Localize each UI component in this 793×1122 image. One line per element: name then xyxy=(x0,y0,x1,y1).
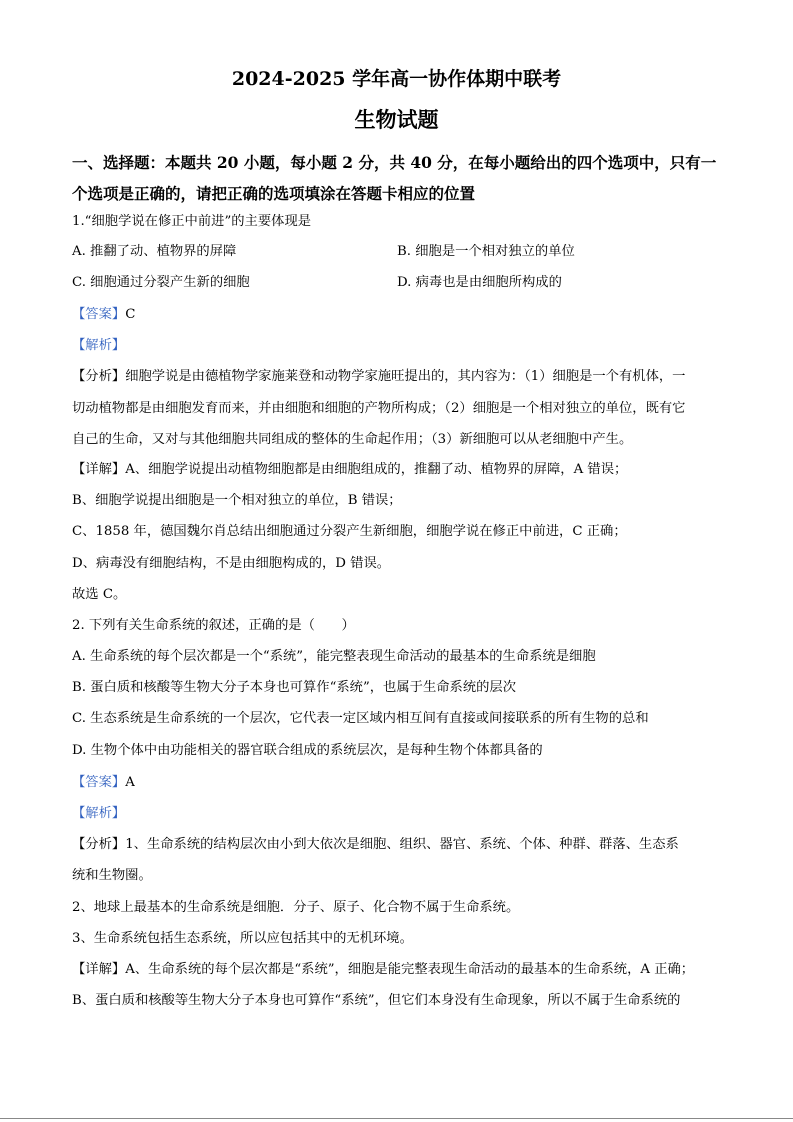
q1-analysis-label: 【解析】 xyxy=(72,338,126,353)
q2-xiangjie-line1 xyxy=(72,961,694,979)
q1-option-c: C. 细胞通过分裂产生新的细胞 xyxy=(72,275,250,290)
section-heading-line2: 个选项是正确的，请把正确的选项填涂在答题卡相应的位置 xyxy=(72,184,476,203)
section-heading-line1: 一、选择题：本题共 20 小题，每小题 2 分，共 40 分，在每小题给出的四个选项中，只有一 xyxy=(72,153,717,172)
xiangjie-label: 【详解】 xyxy=(72,962,126,977)
q1-option-b: B. 细胞是一个相对独立的单位 xyxy=(397,244,575,259)
fenxi-label: 【分析】 xyxy=(72,837,126,852)
q1-conclusion: 故选 C。 xyxy=(72,587,127,602)
page-subtitle: 生物试题 xyxy=(354,107,439,132)
q1-stem: 1.“细胞学说在修正中前进”的主要体现是 xyxy=(72,214,312,229)
q1-fenxi-line1 xyxy=(72,368,685,386)
answer-value: C xyxy=(125,307,136,322)
fenxi-label: 【分析】 xyxy=(72,369,126,384)
q1-xiangjie-line2: B、细胞学说提出细胞是一个相对独立的单位，B 错误； xyxy=(72,493,402,508)
q1-xiangjie-line1 xyxy=(72,461,627,479)
q2-xiangjie-line2: B、蛋白质和核酸等生物大分子本身也可算作“系统”，但它们本身没有生命现象，所以不属于生命系统的 xyxy=(72,993,681,1008)
xiangjie-label: 【详解】 xyxy=(72,462,126,477)
fenxi-text: 细胞学说是由德植物学家施莱登和动物学家施旺提出的，其内容为：（1）细胞是一个有机体，一 xyxy=(125,369,686,384)
page-title: 2024-2025 学年高一协作体期中联考 xyxy=(231,68,562,90)
q1-fenxi-line3: 自己的生命，又对与其他细胞共同组成的整体的生命起作用；（3）新细胞可以从老细胞中产生。 xyxy=(72,432,633,447)
q1-option-d: D. 病毒也是由细胞所构成的 xyxy=(397,275,562,290)
answer-label: 【答案】 xyxy=(72,307,126,322)
q2-answer xyxy=(72,774,135,792)
q2-analysis-label: 【解析】 xyxy=(72,806,126,821)
answer-label: 【答案】 xyxy=(72,775,126,790)
q2-fenxi-line1 xyxy=(72,836,679,854)
q1-fenxi-line2: 切动植物都是由细胞发育而来，并由细胞和细胞的产物所构成；（2）细胞是一个相对独立的单位，既有它 xyxy=(72,401,686,416)
xiangjie-text: A、细胞学说提出动植物细胞都是由细胞组成的，推翻了动、植物界的屏障，A 错误； xyxy=(125,462,628,477)
q1-xiangjie-line3: C、1858 年，德国魏尔肖总结出细胞通过分裂产生新细胞，细胞学说在修正中前进，C 正确； xyxy=(72,524,627,539)
q2-stem: 2. 下列有关生命系统的叙述，正确的是（ ） xyxy=(72,618,355,633)
q1-answer xyxy=(72,306,135,324)
q2-option-b: B. 蛋白质和核酸等生物大分子本身也可算作“系统”，也属于生命系统的层次 xyxy=(72,680,517,695)
xiangjie-text: A、生命系统的每个层次都是“系统”，细胞是能完整表现生命活动的最基本的生命系统，A 正确； xyxy=(125,962,695,977)
q2-fenxi-line4: 3、生命系统包括生态系统，所以应包括其中的无机环境。 xyxy=(72,931,413,946)
page-bottom-divider xyxy=(0,1118,793,1119)
q2-fenxi-line2: 统和生物圈。 xyxy=(72,868,152,883)
q1-xiangjie-line4: D、病毒没有细胞结构，不是由细胞构成的，D 错误。 xyxy=(72,556,391,571)
q2-option-d: D. 生物个体中由功能相关的器官联合组成的系统层次，是每种生物个体都具备的 xyxy=(72,743,543,758)
q1-option-a: A. 推翻了动、植物界的屏障 xyxy=(72,244,237,259)
fenxi-text: 1、生命系统的结构层次由小到大依次是细胞、组织、器官、系统、个体、种群、群落、生态系 xyxy=(125,837,679,852)
q2-fenxi-line3: 2、地球上最基本的生命系统是细胞．分子、原子、化合物不属于生命系统。 xyxy=(72,900,520,915)
answer-value: A xyxy=(125,775,135,790)
q2-option-c: C. 生态系统是生命系统的一个层次，它代表一定区域内相互间有直接或间接联系的所有生物的总和 xyxy=(72,711,649,726)
q2-option-a: A. 生命系统的每个层次都是一个“系统”，能完整表现生命活动的最基本的生命系统是细胞 xyxy=(72,649,596,664)
